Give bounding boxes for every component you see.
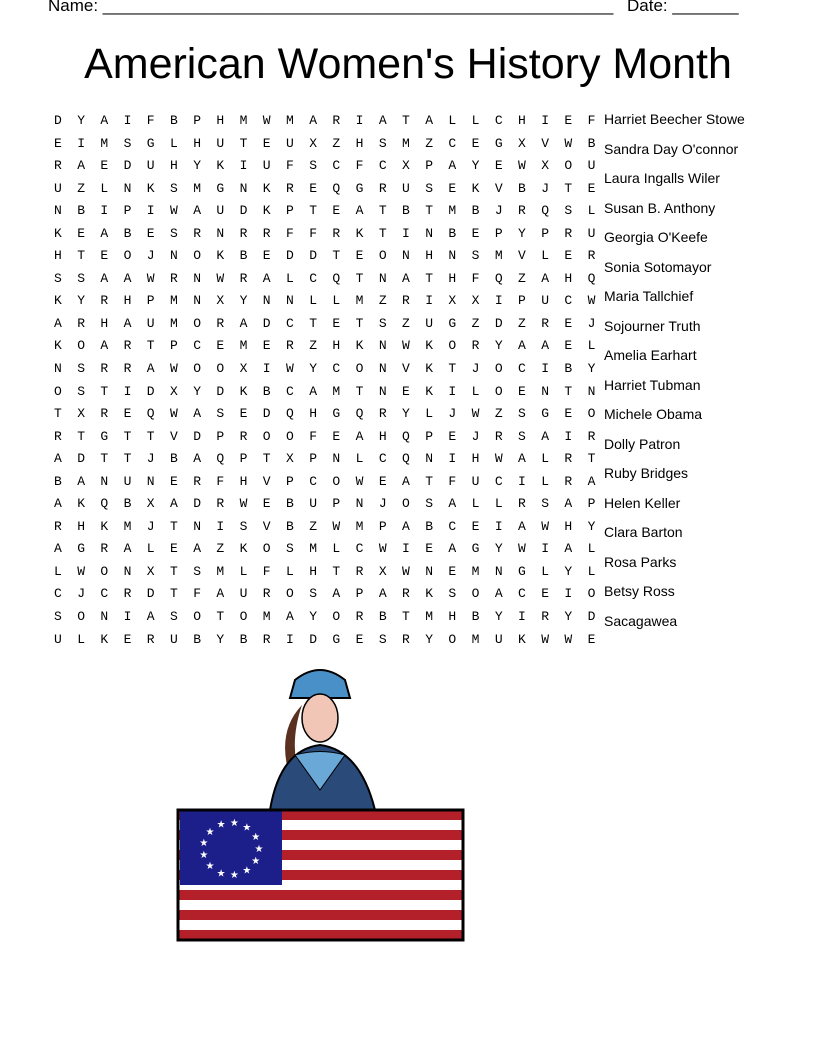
grid-row: TXREQWASEDQHGQRYLJWZSGEO — [54, 406, 611, 422]
star-icon: ★ — [251, 831, 261, 843]
word-list-item: Dolly Patron — [604, 435, 681, 452]
betsy-ross-flag-illustration — [170, 660, 470, 960]
star-icon: ★ — [242, 865, 252, 877]
star-icon: ★ — [229, 869, 239, 881]
word-list-item: Susan B. Anthony — [604, 199, 716, 216]
grid-row: AKQBXADRWEBUPNJOSALLRSAP — [54, 496, 611, 512]
word-list-item: Georgia O'Keefe — [604, 229, 708, 245]
grid-row: HTEOJNOKBEDDTEONHNSMVLER — [54, 248, 611, 264]
word-list-item: Rosa Parks — [604, 553, 677, 570]
grid-row: AGRALEAZKOSMLCWIEAGYWIAL — [54, 541, 611, 557]
flag-stripe — [178, 900, 463, 910]
word-list-item: Michele Obama — [604, 406, 703, 422]
date-field: Date: _______ — [627, 0, 739, 15]
grid-row: SSAAWRNWRALCQTNATHFQZAHQ — [54, 270, 611, 286]
grid-row: ADTTJBAQPTXPNLCQNIHWALRT — [54, 451, 611, 467]
word-list-item: Harriet Tubman — [604, 376, 701, 393]
grid-row: RAEDUHYKIUFSCFCXPAYEWXOU — [54, 158, 611, 174]
word-list-item: Maria Tallchief — [604, 288, 694, 304]
grid-row: LWONXTSMLFLHTRXWNEMNGLYL — [54, 563, 611, 579]
grid-row: OSTIDXYDKBCAMTNEKILOENTN — [54, 383, 611, 399]
flag-stripe — [178, 890, 463, 900]
word-list-item: Ruby Bridges — [604, 465, 689, 481]
word-list-item: Betsy Ross — [604, 583, 675, 599]
star-icon: ★ — [199, 850, 209, 862]
word-list-item: Laura Ingalls Wiler — [604, 170, 720, 186]
grid-row: UZLNKSMGNKREQGRUSEKVBJTE — [54, 180, 611, 196]
star-icon: ★ — [199, 837, 209, 849]
grid-row: EIMSGLHUTEUXZHSMZCEGXVWB — [54, 135, 611, 151]
word-list-item: Sandra Day O'connor — [604, 140, 739, 157]
word-list-item: Harriet Beecher Stowe — [604, 111, 745, 127]
grid-row: SONIASOTOMAYORBTMHBYIRYD — [54, 609, 611, 625]
letter-grid — [54, 110, 611, 651]
word-list — [604, 108, 745, 639]
grid-row: BANUNERFHVPCOWEATFUCILRA — [54, 473, 611, 489]
flag-stripe — [178, 910, 463, 920]
grid-row: ARHAUMORADCTETSZUGZDZREJ — [54, 315, 611, 331]
grid-row: RHKMJTNISVBZWMPABCEIAWHY — [54, 518, 611, 534]
star-icon: ★ — [254, 844, 264, 855]
grid-row: KYRHPMNXYNNLLMZRIXXIPUCW — [54, 293, 611, 309]
page-title: American Women's History Month — [84, 40, 732, 88]
word-list-item: Sonia Sotomayor — [604, 258, 712, 275]
star-icon: ★ — [216, 868, 226, 880]
word-list-item: Sacagawea — [604, 612, 678, 629]
grid-row: RTGTTVDPROOFEAHQPEJRSAIR — [54, 428, 611, 444]
word-list-item: Helen Keller — [604, 494, 681, 511]
grid-row: NBIPIWAUDKPTEATBTMBJRQSL — [54, 203, 611, 219]
name-field: Name: ______________________________________________________ — [48, 0, 614, 15]
star-icon: ★ — [205, 861, 215, 873]
grid-row: CJCRDTFAUROSAPARKSOACEIO — [54, 586, 611, 602]
american-flag — [178, 810, 463, 940]
word-list-item: Sojourner Truth — [604, 317, 701, 334]
grid-row: KOARTPCEMERZHKNWKORYAAEL — [54, 338, 611, 354]
grid-row: NSRRAWOOXIWYCONVKTJOCIBY — [54, 361, 611, 377]
grid-row: KEABESRNRRFFRKTINBEPYPRU — [54, 225, 611, 241]
flag-stripe — [178, 920, 463, 930]
grid-row: ULKERUBYBRIDGESRYOMUKWWE — [54, 631, 611, 647]
word-list-item: Clara Barton — [604, 524, 683, 540]
grid-row: DYAIFBPHMWMARIATALLCHIEF — [54, 113, 611, 128]
word-list-item: Amelia Earhart — [604, 347, 697, 363]
star-icon: ★ — [251, 856, 261, 868]
star-icon: ★ — [242, 822, 252, 834]
star-icon: ★ — [216, 819, 226, 831]
star-icon: ★ — [205, 826, 215, 838]
star-icon: ★ — [229, 818, 239, 830]
